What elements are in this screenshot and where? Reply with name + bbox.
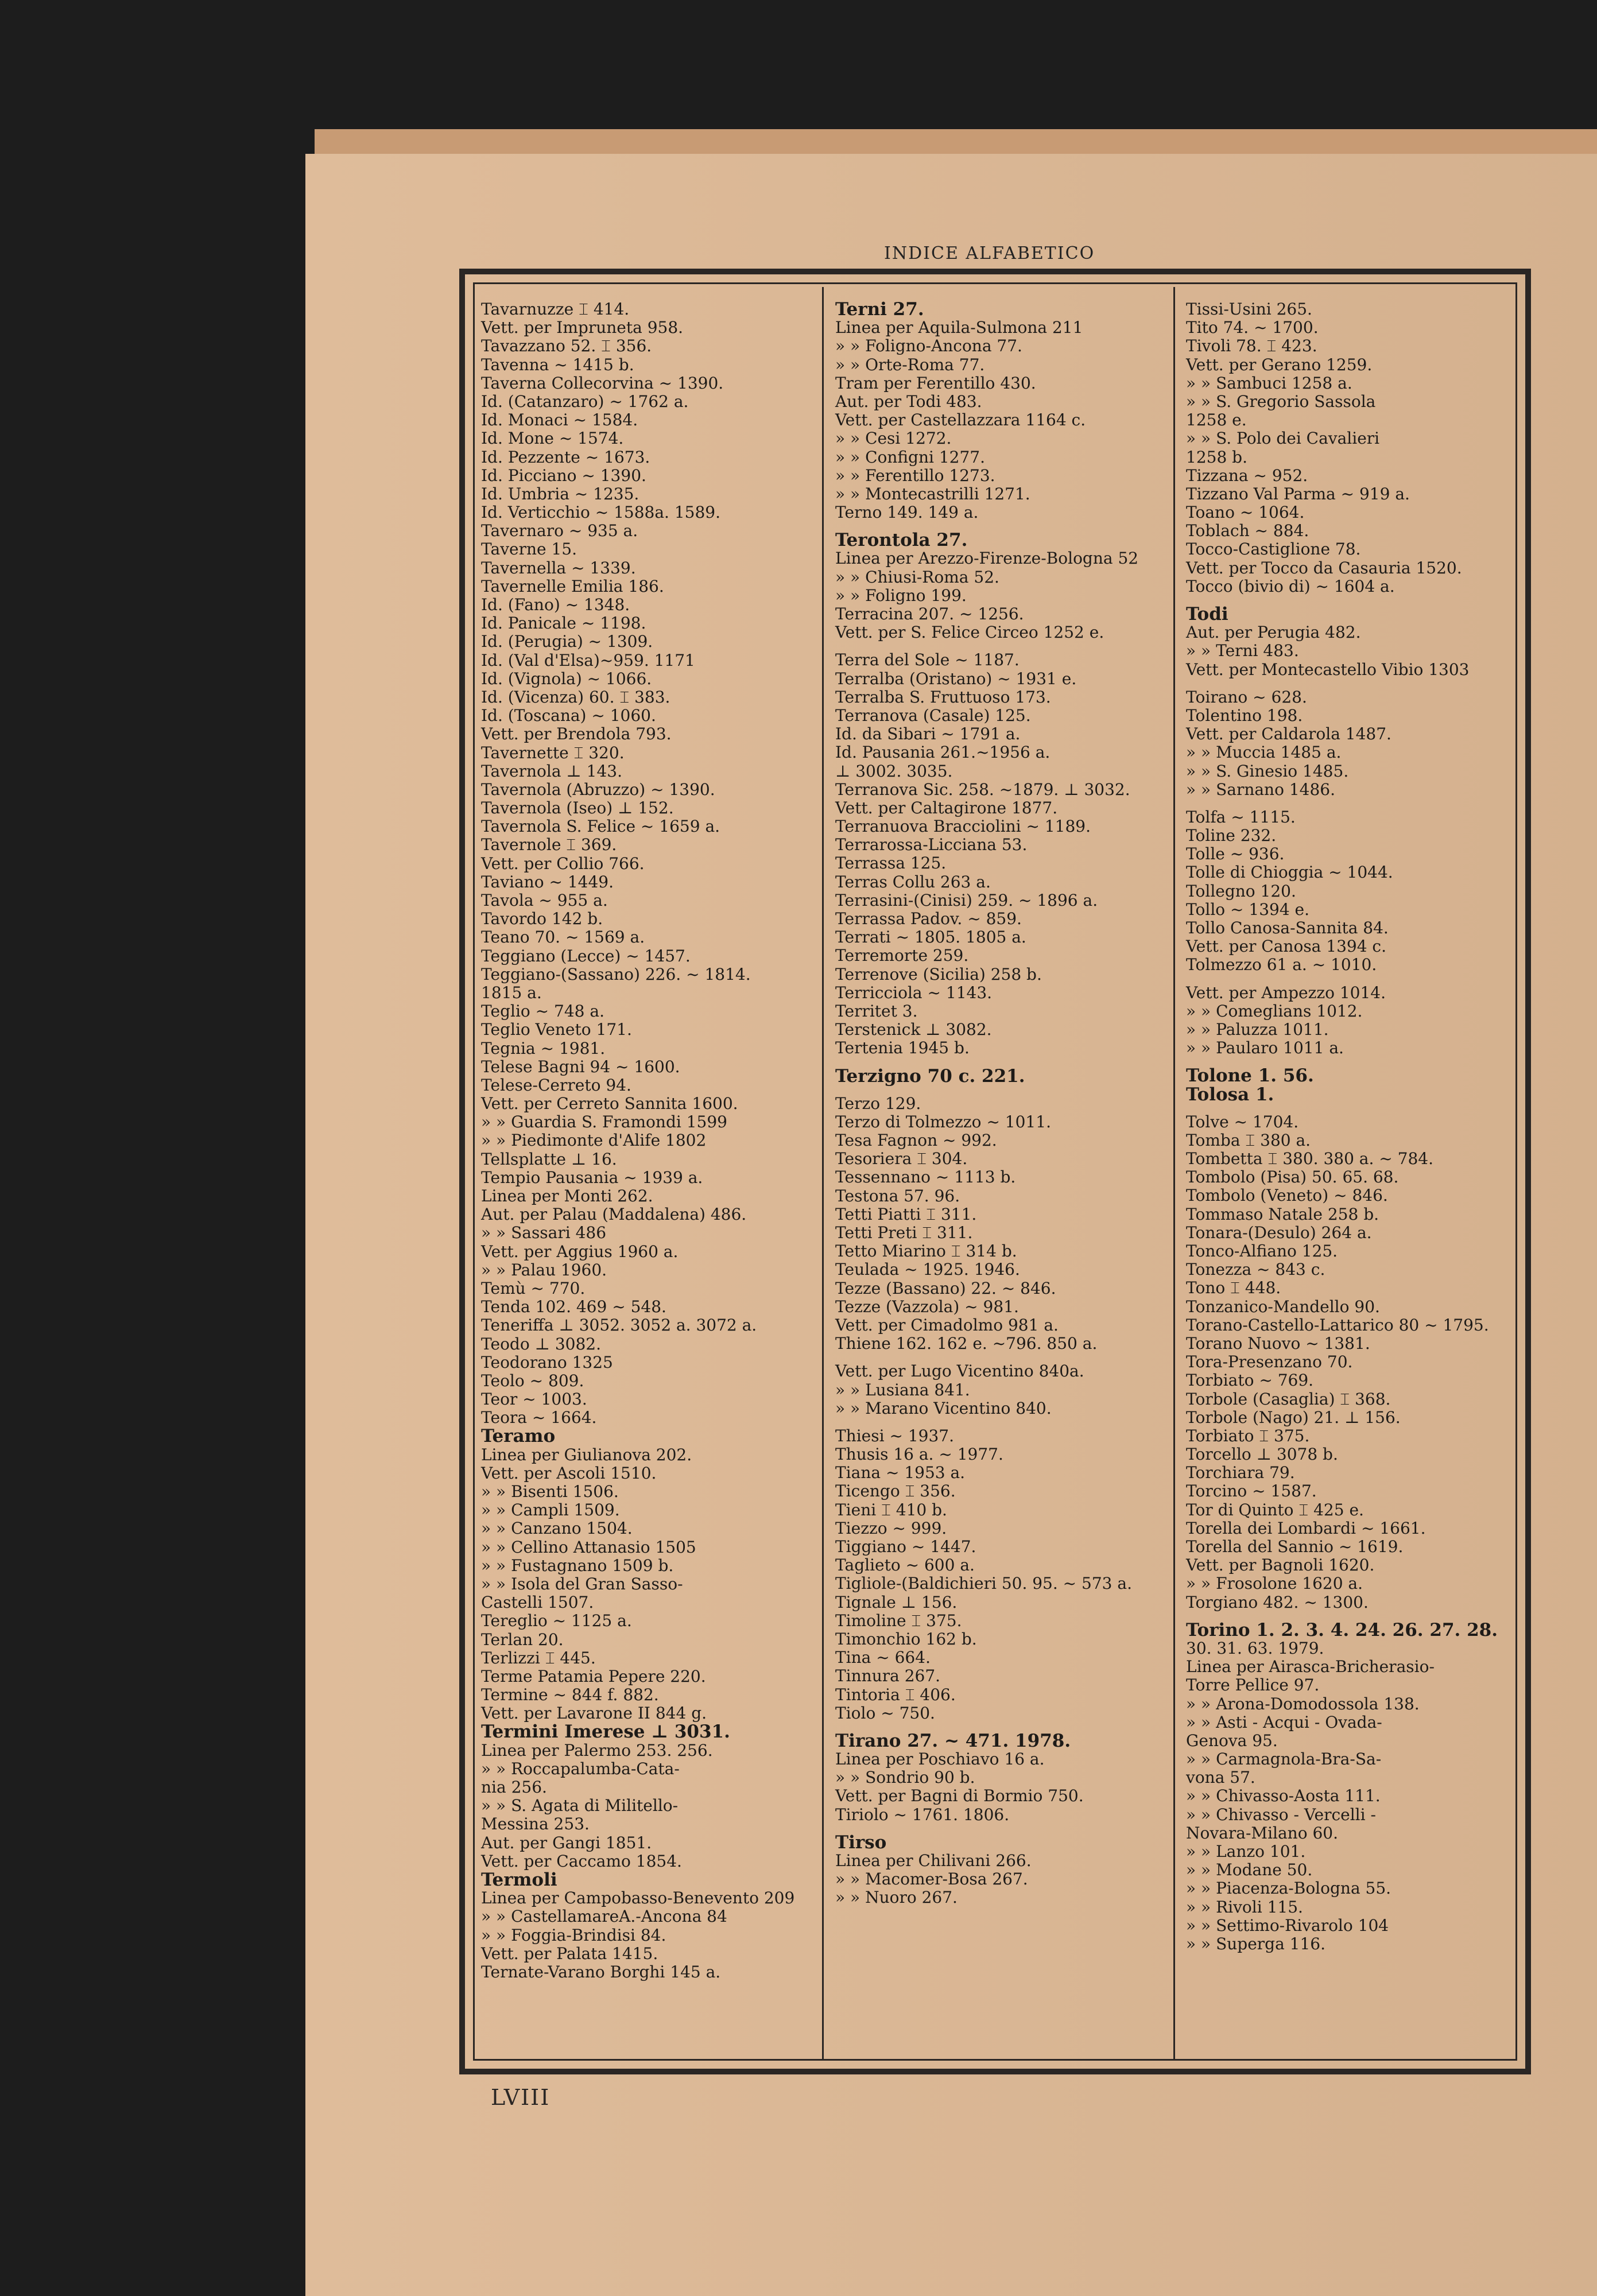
index-entry: Tolmezzo 61 a. ~ 1010. [1186, 955, 1377, 975]
index-entry: » » Paluzza 1011. [1186, 1019, 1329, 1039]
index-entry: Tesoriera ⌶ 304. [835, 1149, 968, 1169]
index-entry: Torbole (Nago) 21. ⊥ 156. [1186, 1407, 1401, 1427]
index-entry: » » Configni 1277. [835, 447, 986, 467]
entry-gap [1186, 975, 1525, 984]
index-entry: Terras Collu 263 a. [835, 872, 991, 891]
index-entry: Terme Patamia Pepere 220. [481, 1666, 706, 1686]
index-entry: » » Ferentillo 1273. [835, 466, 995, 485]
index-headword: Termini Imerese ⊥ 3031. [481, 1721, 730, 1743]
index-entry: Terlan 20. [481, 1630, 564, 1649]
index-entry: Novara-Milano 60. [1186, 1823, 1339, 1843]
index-entry: Timonchio 162 b. [835, 1629, 977, 1649]
index-entry: Teor ~ 1003. [481, 1390, 587, 1409]
index-entry: Tommaso Natale 258 b. [1186, 1204, 1379, 1224]
index-entry: Vett. per Cimadolmo 981 a. [835, 1315, 1059, 1335]
index-headword: Torino 1. 2. 3. 4. 24. 26. 27. 28. [1186, 1619, 1498, 1640]
index-entry: Aut. per Gangi 1851. [481, 1833, 652, 1852]
index-entry: Id. Pausania 261.~1956 a. [835, 743, 1051, 762]
index-entry: Taviano ~ 1449. [481, 872, 614, 891]
index-entry: » » Superga 116. [1186, 1934, 1326, 1953]
index-headword: Tolone 1. 56. [1186, 1065, 1314, 1087]
index-entry: Torbole (Casaglia) ⌶ 368. [1186, 1389, 1391, 1409]
index-entry: Teulada ~ 1925. 1946. [835, 1260, 1020, 1279]
index-entry: Tessennano ~ 1113 b. [835, 1168, 1016, 1187]
index-entry: Terra del Sole ~ 1187. [835, 650, 1020, 670]
index-entry: Tavarnuzze ⌶ 414. [481, 300, 630, 319]
index-entry: Torbiato ⌶ 375. [1186, 1426, 1310, 1445]
index-entry: vona 57. [1186, 1768, 1255, 1787]
index-entry: Torano Nuovo ~ 1381. [1186, 1333, 1370, 1353]
index-entry: Tor di Quinto ⌶ 425 e. [1186, 1500, 1364, 1519]
entry-gap [835, 1353, 1174, 1362]
entry-gap [835, 1418, 1174, 1427]
index-entry: Vett. per Lugo Vicentino 840a. [835, 1362, 1084, 1381]
index-entry: Tombetta ⌶ 380. 380 a. ~ 784. [1186, 1149, 1433, 1169]
index-entry: Tocco (bivio di) ~ 1604 a. [1186, 576, 1395, 596]
index-entry: Toline 232. [1186, 826, 1277, 846]
index-headword: Tirano 27. ~ 471. 1978. [835, 1730, 1071, 1751]
index-entry: Tina ~ 664. [835, 1648, 931, 1667]
index-entry: Vett. per Caccamo 1854. [481, 1851, 682, 1871]
index-entry: Torella dei Lombardi ~ 1661. [1186, 1518, 1426, 1538]
index-entry: Thusis 16 a. ~ 1977. [835, 1445, 1003, 1464]
index-column-3 [1186, 300, 1525, 1953]
index-entry: Id. Panicale ~ 1198. [481, 614, 646, 633]
index-entry: Telese Bagni 94 ~ 1600. [481, 1057, 680, 1076]
index-entry: Torcello ⊥ 3078 b. [1186, 1445, 1338, 1464]
index-entry: Tivoli 78. ⌶ 423. [1186, 336, 1317, 356]
index-entry: Messina 253. [481, 1814, 590, 1834]
index-entry: Taverna Collecorvina ~ 1390. [481, 373, 724, 393]
index-entry: Territet 3. [835, 1001, 918, 1021]
index-entry: Teora ~ 1664. [481, 1408, 597, 1428]
index-entry: Terrasini-(Cinisi) 259. ~ 1896 a. [835, 890, 1098, 910]
index-entry: » » Chivasso - Vercelli - [1186, 1805, 1376, 1824]
index-entry: Toano ~ 1064. [1186, 503, 1305, 522]
index-entry: » » Foggia-Brindisi 84. [481, 1925, 666, 1945]
index-entry: Tigliole-(Baldichieri 50. 95. ~ 573 a. [835, 1574, 1132, 1593]
index-entry: Tavernette ⌶ 320. [481, 743, 625, 762]
index-entry: Torbiato ~ 769. [1186, 1371, 1314, 1390]
index-entry: Tetti Preti ⌶ 311. [835, 1223, 973, 1242]
page-number: LVIII [491, 2085, 551, 2110]
index-headword: Terzigno 70 c. 221. [835, 1065, 1025, 1087]
index-entry: Vett. per S. Felice Circeo 1252 e. [835, 623, 1104, 642]
index-entry: Tolentino 198. [1186, 705, 1303, 725]
entry-gap [835, 642, 1174, 651]
index-entry: Tertenia 1945 b. [835, 1038, 970, 1058]
index-entry: Vett. per Ascoli 1510. [481, 1463, 657, 1483]
index-entry: Tavazzano 52. ⌶ 356. [481, 336, 652, 356]
index-entry: Tollo Canosa-Sannita 84. [1186, 918, 1389, 937]
index-entry: » » Sondrio 90 b. [835, 1768, 975, 1787]
index-entry: Vett. per Palata 1415. [481, 1944, 658, 1963]
index-entry: Tiana ~ 1953 a. [835, 1463, 966, 1483]
index-entry: Tonezza ~ 843 c. [1186, 1260, 1325, 1279]
index-entry: » » Cellino Attanasio 1505 [481, 1537, 696, 1557]
index-entry: Aut. per Perugia 482. [1186, 623, 1361, 642]
index-entry: Aut. per Palau (Maddalena) 486. [481, 1205, 747, 1224]
index-entry: Tegnia ~ 1981. [481, 1038, 606, 1058]
index-entry: Tavenna ~ 1415 b. [481, 355, 634, 374]
index-entry: Torcino ~ 1587. [1186, 1481, 1317, 1501]
index-entry: Vett. per Cerreto Sannita 1600. [481, 1094, 738, 1114]
index-entry: Id. Umbria ~ 1235. [481, 484, 639, 503]
index-entry: Tonara-(Desulo) 264 a. [1186, 1223, 1372, 1242]
index-entry: Tesa Fagnon ~ 992. [835, 1131, 997, 1150]
index-entry: » » Sambuci 1258 a. [1186, 373, 1352, 393]
index-entry: » » Terni 483. [1186, 641, 1299, 661]
index-entry: Vett. per Aggius 1960 a. [481, 1242, 679, 1261]
index-entry: Id. (Toscana) ~ 1060. [481, 706, 656, 726]
entry-gap [835, 1085, 1174, 1095]
index-entry: Tellsplatte ⊥ 16. [481, 1149, 617, 1169]
index-entry: Torgiano 482. ~ 1300. [1186, 1592, 1369, 1612]
index-entry: Tavernelle Emilia 186. [481, 576, 664, 596]
index-entry: » » Asti - Acqui - Ovada- [1186, 1712, 1382, 1732]
index-entry: Vett. per Impruneta 958. [481, 318, 684, 338]
index-entry: » » Carmagnola-Bra-Sa- [1186, 1750, 1382, 1769]
index-entry: » » Isola del Gran Sasso- [481, 1574, 683, 1593]
index-entry: Tereglio ~ 1125 a. [481, 1611, 632, 1631]
index-entry: Toblach ~ 884. [1186, 521, 1309, 541]
index-entry: Vett. per Collio 766. [481, 854, 645, 873]
index-entry: Termine ~ 844 f. 882. [481, 1685, 659, 1705]
index-entry: Tavernola (Iseo) ⊥ 152. [481, 798, 674, 818]
index-entry: nia 256. [481, 1778, 547, 1797]
index-entry: Teneriffa ⊥ 3052. 3052 a. 3072 a. [481, 1316, 757, 1335]
index-entry: Tizzana ~ 952. [1186, 466, 1308, 485]
index-entry: » » Piedimonte d'Alife 1802 [481, 1131, 707, 1150]
index-entry: Terralba S. Fruttuoso 173. [835, 687, 1051, 707]
index-entry: Vett. per Tocco da Casauria 1520. [1186, 558, 1462, 577]
index-entry: Ternate-Varano Borghi 145 a. [481, 1962, 721, 1981]
index-entry: Castelli 1507. [481, 1593, 594, 1612]
index-entry: Tollo ~ 1394 e. [1186, 899, 1310, 919]
index-entry: Tenda 102. 469 ~ 548. [481, 1297, 666, 1317]
index-entry: 1815 a. [481, 983, 542, 1002]
index-entry: » » S. Ginesio 1485. [1186, 761, 1349, 781]
index-entry: Id. Picciano ~ 1390. [481, 466, 646, 485]
index-entry: Tieni ⌶ 410 b. [835, 1500, 947, 1519]
index-entry: Ticengo ⌶ 356. [835, 1481, 956, 1501]
index-entry: Teglio ~ 748 a. [481, 1002, 604, 1021]
index-entry: » » Nuoro 267. [835, 1888, 958, 1907]
index-column-1 [481, 300, 820, 1981]
index-headword: Todi [1186, 604, 1228, 625]
index-entry: Tombolo (Pisa) 50. 65. 68. [1186, 1168, 1399, 1187]
index-entry: Tintoria ⌶ 406. [835, 1685, 956, 1704]
index-entry: Teolo ~ 809. [481, 1371, 584, 1390]
page-header: INDICE ALFABETICO [884, 243, 1095, 263]
index-entry: » » Sarnano 1486. [1186, 779, 1335, 799]
index-entry: Terrenove (Sicilia) 258 b. [835, 964, 1042, 984]
index-entry: Id. da Sibari ~ 1791 a. [835, 724, 1021, 744]
index-headword: Terontola 27. [835, 530, 968, 551]
index-entry: » » Foligno 199. [835, 585, 967, 605]
index-entry: Id. Monaci ~ 1584. [481, 410, 638, 430]
index-entry: Tavernella ~ 1339. [481, 558, 636, 577]
index-entry: Terralba (Oristano) ~ 1931 e. [835, 669, 1077, 688]
index-entry: Vett. per Caltagirone 1877. [835, 798, 1058, 817]
index-entry: Genova 95. [1186, 1731, 1278, 1750]
index-entry: 1258 b. [1186, 447, 1247, 467]
index-entry: Tiriolo ~ 1761. 1806. [835, 1805, 1010, 1824]
index-entry: Tonco-Alfiano 125. [1186, 1242, 1338, 1261]
index-entry: Linea per Aquila-Sulmona 211 [835, 318, 1083, 338]
index-entry: Linea per Chilivani 266. [835, 1851, 1032, 1870]
index-entry: Tiolo ~ 750. [835, 1703, 935, 1723]
index-entry: » » Cesi 1272. [835, 429, 952, 448]
index-entry: » » Roccapalumba-Cata- [481, 1759, 680, 1778]
index-entry: Vett. per Canosa 1394 c. [1186, 937, 1387, 956]
index-entry: Tito 74. ~ 1700. [1186, 318, 1319, 338]
index-entry: » » CastellamareA.-Ancona 84 [481, 1907, 727, 1926]
index-entry: Vett. per Lavarone II 844 g. [481, 1704, 707, 1723]
index-entry: Terrassa 125. [835, 854, 947, 873]
index-entry: » » Chiusi-Roma 52. [835, 567, 999, 587]
index-entry: Torre Pellice 97. [1186, 1676, 1320, 1695]
index-entry: Id. (Vignola) ~ 1066. [481, 669, 652, 688]
index-entry: Tombolo (Veneto) ~ 846. [1186, 1186, 1388, 1205]
index-entry: » » Montecastrilli 1271. [835, 484, 1030, 503]
index-entry: Id. Verticchio ~ 1588a. 1589. [481, 503, 720, 522]
index-entry: Tavernola S. Felice ~ 1659 a. [481, 817, 720, 836]
index-entry: Id. (Val d'Elsa)~959. 1171 [481, 650, 695, 670]
index-headword: Tirso [835, 1832, 887, 1853]
index-entry: Tezze (Bassano) 22. ~ 846. [835, 1278, 1056, 1298]
index-entry: » » S. Agata di Militello- [481, 1796, 679, 1816]
index-entry: Teggiano-(Sassano) 226. ~ 1814. [481, 964, 751, 984]
index-entry: Thiesi ~ 1937. [835, 1426, 954, 1445]
index-entry: » » Bisenti 1506. [481, 1482, 619, 1501]
index-entry: Tolve ~ 1704. [1186, 1112, 1299, 1131]
index-entry: Vett. per Ampezzo 1014. [1186, 983, 1386, 1002]
index-entry: » » Macomer-Bosa 267. [835, 1870, 1028, 1889]
index-entry: Teglio Veneto 171. [481, 1020, 632, 1040]
index-entry: Terranova Sic. 258. ~1879. ⊥ 3032. [835, 779, 1130, 799]
index-entry: Terlizzi ⌶ 445. [481, 1648, 596, 1667]
index-entry: Tavernole ⌶ 369. [481, 835, 617, 855]
index-entry: Terstenick ⊥ 3082. [835, 1020, 992, 1040]
index-entry: Timoline ⌶ 375. [835, 1611, 962, 1630]
index-entry: Terzo di Tolmezzo ~ 1011. [835, 1112, 1051, 1131]
index-entry: Thiene 162. 162 e. ~796. 850 a. [835, 1334, 1098, 1353]
index-headword: Terni 27. [835, 299, 924, 320]
index-entry: Tora-Presenzano 70. [1186, 1352, 1353, 1372]
entry-gap [1186, 596, 1525, 605]
index-entry: Terrati ~ 1805. 1805 a. [835, 928, 1026, 947]
index-entry: » » Rivoli 115. [1186, 1897, 1303, 1917]
index-entry: Vett. per Bagni di Bormio 750. [835, 1786, 1084, 1806]
index-entry: Tomba ⌶ 380 a. [1186, 1130, 1311, 1150]
index-entry: Linea per Airasca-Bricherasio- [1186, 1657, 1435, 1677]
index-entry: Tavernaro ~ 935 a. [481, 521, 638, 541]
index-entry: Linea per Campobasso-Benevento 209 [481, 1888, 795, 1908]
index-entry: Teggiano (Lecce) ~ 1457. [481, 946, 691, 965]
index-entry: » » Arona-Domodossola 138. [1186, 1694, 1420, 1713]
index-entry: Tram per Ferentillo 430. [835, 373, 1036, 393]
index-entry: ⊥ 3002. 3035. [835, 761, 953, 781]
index-entry: Vett. per Brendola 793. [481, 724, 672, 744]
index-entry: Vett. per Gerano 1259. [1186, 355, 1373, 374]
index-entry: Tavernola (Abruzzo) ~ 1390. [481, 779, 715, 799]
column-divider [822, 287, 824, 2061]
index-entry: Tonzanico-Mandello 90. [1186, 1297, 1380, 1316]
index-entry: Tiezzo ~ 999. [835, 1518, 947, 1538]
index-entry: Tolfa ~ 1115. [1186, 807, 1296, 827]
index-entry: » » Marano Vicentino 840. [835, 1398, 1052, 1418]
index-column-2 [835, 300, 1174, 1907]
index-entry: » » Muccia 1485 a. [1186, 743, 1342, 762]
index-entry: Tinnura 267. [835, 1666, 941, 1686]
index-entry: Vett. per Caldarola 1487. [1186, 724, 1391, 744]
index-headword: Termoli [481, 1869, 557, 1890]
index-entry: » » Lanzo 101. [1186, 1842, 1306, 1861]
index-entry: Tollegno 120. [1186, 881, 1296, 901]
index-entry: Testona 57. 96. [835, 1186, 960, 1205]
index-entry: Tempio Pausania ~ 1939 a. [481, 1168, 703, 1187]
index-entry: » » Frosolone 1620 a. [1186, 1574, 1363, 1593]
index-entry: » » Orte-Roma 77. [835, 355, 985, 374]
index-entry: » » Modane 50. [1186, 1860, 1313, 1880]
index-entry: » » Campli 1509. [481, 1500, 620, 1520]
index-entry: Terrassa Padov. ~ 859. [835, 909, 1022, 928]
index-entry: Terzo 129. [835, 1093, 921, 1113]
index-entry: 1258 e. [1186, 410, 1247, 430]
index-entry: Id. Pezzente ~ 1673. [481, 447, 650, 467]
index-entry: Toirano ~ 628. [1186, 687, 1307, 707]
index-entry: » » Palau 1960. [481, 1260, 607, 1279]
index-entry: Tezze (Vazzola) ~ 981. [835, 1297, 1019, 1316]
index-entry: Torchiara 79. [1186, 1463, 1295, 1483]
index-entry: Id. (Fano) ~ 1348. [481, 595, 630, 614]
index-entry: Telese-Cerreto 94. [481, 1075, 631, 1095]
index-headword: Tolosa 1. [1186, 1084, 1274, 1105]
index-entry: Tavordo 142 b. [481, 909, 603, 929]
index-entry: Tissi-Usini 265. [1186, 300, 1312, 319]
index-entry: » » Piacenza-Bologna 55. [1186, 1879, 1391, 1898]
index-entry: » » Lusiana 841. [835, 1380, 970, 1399]
index-entry: » » S. Gregorio Sassola [1186, 391, 1376, 411]
entry-gap [1186, 679, 1525, 688]
index-entry: » » Chivasso-Aosta 111. [1186, 1786, 1381, 1806]
index-entry: Tetto Miarino ⌶ 314 b. [835, 1242, 1017, 1261]
index-entry: Tiggiano ~ 1447. [835, 1537, 976, 1556]
index-entry: Teodorano 1325 [481, 1352, 613, 1372]
index-entry: Id. (Catanzaro) ~ 1762 a. [481, 391, 689, 411]
index-entry: Tizzano Val Parma ~ 919 a. [1186, 484, 1410, 503]
index-entry: Terranova (Casale) 125. [835, 705, 1031, 725]
entry-gap [1186, 1104, 1525, 1113]
index-entry: Torella del Sannio ~ 1619. [1186, 1537, 1404, 1556]
index-entry: Tavola ~ 955 a. [481, 891, 608, 910]
index-entry: » » Fustagnano 1509 b. [481, 1556, 674, 1575]
index-entry: Tocco-Castiglione 78. [1186, 540, 1361, 559]
index-entry: Terranuova Bracciolini ~ 1189. [835, 817, 1091, 836]
index-entry: Id. (Vicenza) 60. ⌶ 383. [481, 687, 670, 707]
index-entry: Aut. per Todi 483. [835, 391, 982, 411]
index-entry: Taglieto ~ 600 a. [835, 1556, 975, 1575]
index-entry: » » Settimo-Rivarolo 104 [1186, 1915, 1389, 1935]
index-entry: Teodo ⊥ 3082. [481, 1334, 602, 1353]
index-entry: Taverne 15. [481, 540, 577, 559]
index-entry: » » S. Polo dei Cavalieri [1186, 429, 1380, 448]
index-entry: Teano 70. ~ 1569 a. [481, 928, 645, 947]
index-entry: Vett. per Castellazzara 1164 c. [835, 410, 1086, 430]
index-entry: Tetti Piatti ⌶ 311. [835, 1204, 977, 1224]
index-entry: Terremorte 259. [835, 946, 969, 965]
index-entry: Terracina 207. ~ 1256. [835, 604, 1024, 623]
index-entry: Tolle ~ 936. [1186, 844, 1285, 864]
index-entry: Tolle di Chioggia ~ 1044. [1186, 863, 1393, 882]
entry-gap [1186, 799, 1525, 808]
index-entry: Temù ~ 770. [481, 1278, 586, 1298]
index-entry: » » Comeglians 1012. [1186, 1001, 1363, 1021]
index-entry: Id. (Perugia) ~ 1309. [481, 632, 653, 651]
index-entry: Vett. per Bagnoli 1620. [1186, 1556, 1375, 1575]
index-entry: » » Guardia S. Framondi 1599 [481, 1112, 727, 1132]
index-entry: Tignale ⊥ 156. [835, 1592, 958, 1612]
index-headword: Teramo [481, 1426, 556, 1447]
index-entry: Tono ⌶ 448. [1186, 1278, 1281, 1298]
index-entry: » » Foligno-Ancona 77. [835, 336, 1022, 356]
index-entry: Vett. per Montecastello Vibio 1303 [1186, 660, 1470, 679]
index-entry: Terricciola ~ 1143. [835, 983, 993, 1002]
index-entry: Torano-Castello-Lattarico 80 ~ 1795. [1186, 1315, 1489, 1335]
index-entry: 30. 31. 63. 1979. [1186, 1638, 1324, 1658]
index-entry: » » Paularo 1011 a. [1186, 1038, 1344, 1058]
index-entry: Id. Mone ~ 1574. [481, 429, 624, 448]
index-entry: Linea per Poschiavo 16 a. [835, 1750, 1045, 1769]
index-entry: » » Sassari 486 [481, 1223, 607, 1243]
index-entry: Linea per Giulianova 202. [481, 1445, 692, 1464]
index-entry: Linea per Arezzo-Firenze-Bologna 52 [835, 549, 1139, 568]
index-entry: Terrarossa-Licciana 53. [835, 835, 1028, 855]
index-entry: Linea per Monti 262. [481, 1186, 653, 1205]
index-entry: » » Canzano 1504. [481, 1519, 633, 1538]
index-entry: Terno 149. 149 a. [835, 503, 979, 522]
index-entry: Tavernola ⊥ 143. [481, 761, 622, 781]
index-entry: Linea per Palermo 253. 256. [481, 1740, 713, 1760]
